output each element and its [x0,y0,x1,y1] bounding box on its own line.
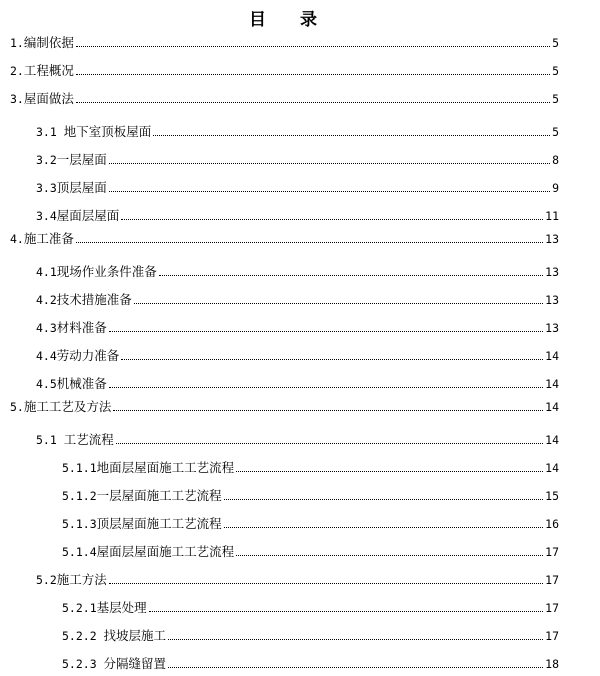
toc-entry[interactable] [36,291,559,307]
dot-leader [109,162,550,164]
toc-entry[interactable] [36,431,559,447]
toc-entry-text: 找坡层施工 [103,628,167,643]
dot-leader [149,610,544,612]
toc-entry[interactable] [10,230,559,246]
toc-entry-page: 5 [552,125,559,139]
toc-entry[interactable] [36,207,559,223]
toc-entry-page: 14 [545,377,559,391]
toc-entry-label [62,545,234,559]
dot-leader [168,666,543,668]
toc-entry-number: 3.2 [36,153,57,167]
dot-leader [121,358,543,360]
toc-entry-number: 3.1 [36,125,64,139]
toc-entry-number: 4.1 [36,265,57,279]
toc-entry-label [62,601,147,615]
toc-entry-number: 4.5 [36,377,57,391]
toc-entry-page: 14 [545,349,559,363]
toc-entry-page: 13 [545,321,559,335]
toc-entry[interactable] [36,123,559,139]
toc-entry-number: 5.1 [36,433,64,447]
toc-entry-label [10,92,74,106]
dot-leader [153,134,550,136]
toc-entry[interactable] [62,543,559,559]
toc-entry-page: 14 [545,433,559,447]
toc-entry-page: 16 [545,517,559,531]
toc-entry-label [36,153,107,167]
toc-entry-label [36,349,119,363]
toc-entry[interactable] [36,375,559,391]
toc-entry[interactable] [62,459,559,475]
dot-leader [109,190,550,192]
toc-entry[interactable] [62,655,559,671]
dot-leader [76,45,550,47]
toc-entry-page: 15 [545,489,559,503]
toc-entry[interactable] [36,263,559,279]
dot-leader [121,218,543,220]
toc-entry-text: 顶层屋面 [56,180,107,195]
toc-entry-text: 技术措施准备 [56,292,132,307]
toc-entry-label [62,489,222,503]
toc-entry[interactable] [10,62,559,78]
toc-entry-text: 工程概况 [23,63,74,78]
toc-entry-number: 4. [10,232,24,246]
toc-entry[interactable] [10,398,559,414]
toc-entry-number: 5.2.2 [62,629,104,643]
toc-entry[interactable] [36,179,559,195]
toc-entry-label [10,400,111,414]
dot-leader [134,302,543,304]
toc-entry-number: 5.1.4 [62,545,97,559]
toc-entry-page: 17 [545,601,559,615]
toc-entry-page: 14 [545,461,559,475]
dot-leader [116,442,543,444]
toc-entry-text: 屋面层屋面 [56,208,120,223]
toc-entry[interactable] [10,90,559,106]
toc-entry-text: 屋面做法 [23,91,74,106]
dot-leader [224,498,544,500]
toc-entry-label [36,293,132,307]
toc-entry-label [10,232,74,246]
toc-entry[interactable] [36,571,559,587]
dot-leader [76,241,543,243]
toc-entry-page: 13 [545,232,559,246]
dot-leader [159,274,543,276]
dot-leader [113,409,543,411]
toc-entry-label [36,573,107,587]
dot-leader [109,582,543,584]
toc-entry-page: 8 [552,153,559,167]
toc-entry[interactable] [62,515,559,531]
toc-entry-text: 基层处理 [96,600,147,615]
toc-entry-label [36,209,119,223]
toc-entry-text: 屋面层屋面施工工艺流程 [96,544,235,559]
toc-entry-page: 17 [545,573,559,587]
toc-entry-label [62,657,166,671]
toc-entry-label [62,517,222,531]
toc-entry[interactable] [36,151,559,167]
toc-entry-number: 5.2 [36,573,57,587]
toc-entry-text: 顶层屋面施工工艺流程 [96,516,222,531]
dot-leader [76,73,550,75]
toc-entry-page: 17 [545,545,559,559]
toc-entry-text: 一层屋面施工工艺流程 [96,488,222,503]
toc-entry-text: 施工方法 [56,572,107,587]
toc-entry-label [36,433,114,447]
toc-entry-number: 3.3 [36,181,57,195]
toc-entry-text: 地面层屋面施工工艺流程 [96,460,235,475]
toc-entry[interactable] [10,34,559,50]
toc-entry-text: 地下室顶板屋面 [63,124,152,139]
toc-entry-number: 5.1.2 [62,489,97,503]
toc-entry-label [36,377,107,391]
toc-entry-label [62,629,166,643]
toc-entry-page: 5 [552,64,559,78]
toc-entry-number: 3.4 [36,209,57,223]
toc-entry-number: 1. [10,36,24,50]
dot-leader [168,638,543,640]
toc-entry-number: 2. [10,64,24,78]
toc-entry-label [36,181,107,195]
toc-entry-page: 18 [545,657,559,671]
toc-entry-text: 材料准备 [56,320,107,335]
toc-entry-text: 一层屋面 [56,152,107,167]
toc-entry-page: 17 [545,629,559,643]
toc-entry-text: 分隔缝留置 [103,656,167,671]
toc-entry-text: 施工准备 [23,231,74,246]
toc-entry-text: 劳动力准备 [56,348,120,363]
dot-leader [109,330,543,332]
toc-entry-label [36,125,151,139]
dot-leader [236,554,543,556]
toc-entry-number: 5.2.1 [62,601,97,615]
toc-entry-number: 5.1.3 [62,517,97,531]
toc-entry[interactable] [36,319,559,335]
toc-entry-label [62,461,234,475]
toc-entry-page: 5 [552,92,559,106]
toc-entry[interactable] [62,599,559,615]
toc-entry-label [36,265,157,279]
toc-entry-page: 5 [552,36,559,50]
toc-entry-label [36,321,107,335]
dot-leader [236,470,543,472]
toc-entry-number: 5. [10,400,24,414]
dot-leader [224,526,544,528]
toc-entry-page: 11 [545,209,559,223]
toc-entry-text: 现场作业条件准备 [56,264,157,279]
toc-entry-text: 编制依据 [23,35,74,50]
toc-entry[interactable] [36,347,559,363]
dot-leader [76,101,550,103]
toc-entry-text: 机械准备 [56,376,107,391]
toc-entry-label [10,36,74,50]
toc-entry-page: 14 [545,400,559,414]
toc-entry-number: 5.1.1 [62,461,97,475]
toc-entry-number: 5.2.3 [62,657,104,671]
toc-entry-text: 施工工艺及方法 [23,399,112,414]
dot-leader [109,386,543,388]
toc-entry-number: 3. [10,92,24,106]
toc-entry-number: 4.2 [36,293,57,307]
toc-entry[interactable] [62,627,559,643]
toc-entry-label [10,64,74,78]
toc-title: 目 录 [249,10,331,30]
toc-entry-text: 工艺流程 [63,432,114,447]
toc-entry-number: 4.4 [36,349,57,363]
toc-entry-number: 4.3 [36,321,57,335]
toc-entry-page: 9 [552,181,559,195]
toc-entry-page: 13 [545,265,559,279]
toc-entry-page: 13 [545,293,559,307]
toc-entry[interactable] [62,487,559,503]
